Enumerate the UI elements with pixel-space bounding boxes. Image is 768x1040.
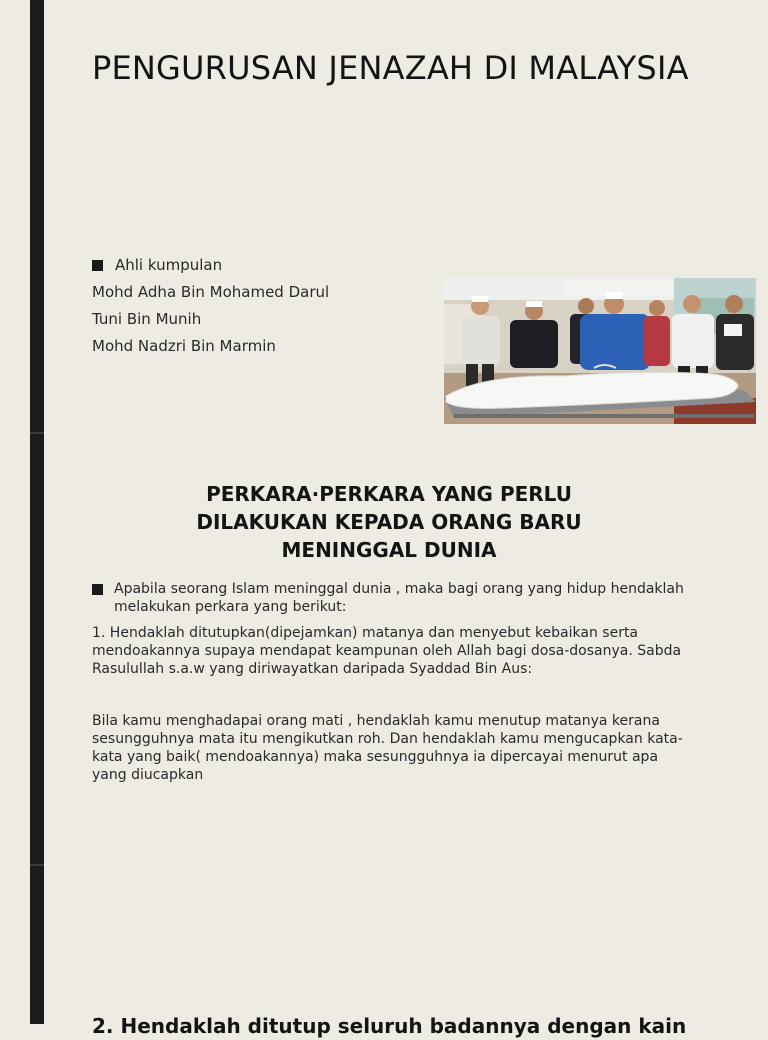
numbered-point: 1. Hendaklah ditutupkan(dipejamkan) matanya dan menyebut kebaikan serta mendoakannya supaya mendapat keampunan oleh Allah bagi dosa-dosanya. Sabda Rasulullah s.a.w yang diriwayatkan daripada Syaddad Bin Aus:: [92, 625, 682, 677]
left-accent-bar: [30, 0, 44, 1024]
slide-divider: [30, 432, 44, 434]
section-content: [92, 580, 692, 784]
members-heading-label: Ahli kumpulan: [115, 256, 223, 274]
funeral-prayer-photo: [444, 278, 756, 424]
next-slide-heading: 2. Hendaklah ditutup seluruh badannya dengan kain: [92, 1014, 687, 1038]
slide-divider: [30, 864, 44, 866]
page-title: PENGURUSAN JENAZAH DI MALAYSIA: [92, 49, 689, 87]
group-members-list: [92, 252, 432, 360]
members-heading: [92, 252, 432, 279]
bullet-paragraph: [92, 580, 692, 616]
member-name: Tuni Bin Munih: [92, 310, 202, 328]
hadith-paragraph: Bila kamu menghadapai orang mati , hendaklah kamu menutup matanya kerana sesungguhnya mata itu mengikutkan roh. Dan hendaklah kamu mengucapkan kata-kata yang baik( mendoakannya) maka sesungguhnya ia dipercayai menurut apa yang diucapkan: [92, 713, 683, 783]
bullet-text: Apabila seorang Islam meninggal dunia , maka bagi orang yang hidup hendaklah melakukan perkara yang berikut:: [114, 581, 684, 615]
bullet-square-icon: [92, 584, 103, 595]
section-title: PERKARA·PERKARA YANG PERLU DILAKUKAN KEPADA ORANG BARU MENINGGAL DUNIA: [196, 482, 582, 562]
member-name: Mohd Adha Bin Mohamed Darul: [92, 283, 330, 301]
bullet-square-icon: [92, 260, 103, 271]
member-name: Mohd Nadzri Bin Marmin: [92, 337, 276, 355]
funeral-prayer-illustration: [444, 278, 756, 424]
